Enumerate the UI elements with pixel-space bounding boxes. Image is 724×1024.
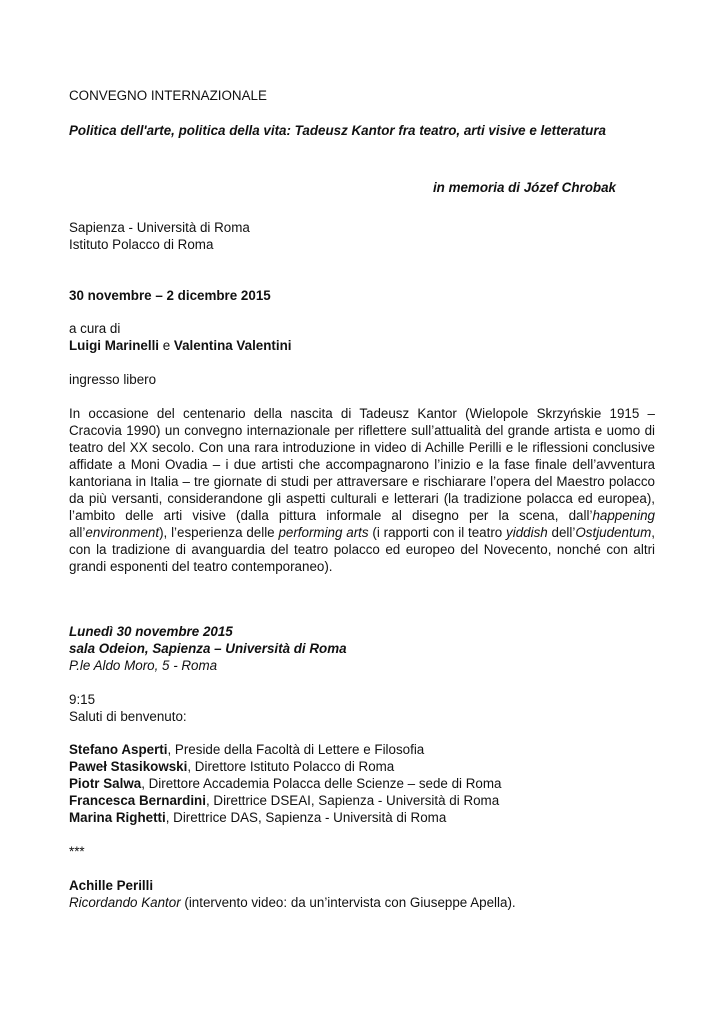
speaker-item xyxy=(69,741,655,758)
day1-address: P.le Aldo Moro, 5 - Roma xyxy=(69,658,218,673)
description-term: yiddish xyxy=(506,525,548,540)
conference-dates: 30 novembre – 2 dicembre 2015 xyxy=(69,288,271,303)
session1-title: Saluti di benvenuto: xyxy=(69,709,187,724)
speaker-item xyxy=(69,758,655,775)
speaker-name: Marina Righetti xyxy=(69,810,166,825)
talk1-note: (intervento video: da un’intervista con Giuseppe Apella). xyxy=(180,895,516,910)
speaker-role: , Direttrice DSEAI, Sapienza - Università di Roma xyxy=(205,793,500,808)
description-text: all’ xyxy=(69,525,86,540)
description-paragraph xyxy=(69,405,655,575)
dedication: in memoria di Józef Chrobak xyxy=(432,180,616,195)
description-term: performing arts xyxy=(278,525,369,540)
talk1-speaker: Achille Perilli xyxy=(69,878,154,893)
speaker-role: , Direttore Accademia Polacca delle Scienze – sede di Roma xyxy=(141,776,502,791)
speaker-role: , Direttrice DAS, Sapienza - Università di Roma xyxy=(165,810,447,825)
section-separator: *** xyxy=(69,844,85,859)
admission-note: ingresso libero xyxy=(69,372,157,387)
speaker-role: , Preside della Facoltà di Lettere e Filosofia xyxy=(167,742,425,757)
speaker-name: Paweł Stasikowski xyxy=(69,759,188,774)
description-text: (i rapporti con il teatro xyxy=(368,525,507,540)
speaker-role: , Direttore Istituto Polacco di Roma xyxy=(187,759,395,774)
description-term: environment xyxy=(85,525,160,540)
day1-date: Lunedì 30 novembre 2015 xyxy=(69,624,233,639)
talk1-details xyxy=(69,894,655,911)
curator-name: Valentina Valentini xyxy=(173,338,292,353)
speaker-name: Francesca Bernardini xyxy=(69,793,206,808)
speaker-name: Piotr Salwa xyxy=(69,776,142,791)
description-text: , con la tradizione di avanguardia del teatro polacco ed europeo del Novecento, nonché con altri grandi esponenti del teatro contemporaneo). xyxy=(69,525,656,574)
description-term: Ostjudentum xyxy=(575,525,652,540)
curators-intro: a cura di xyxy=(69,321,121,336)
speaker-item xyxy=(69,809,655,826)
talk1 xyxy=(69,877,655,911)
session1-time: 9:15 xyxy=(69,692,96,707)
conference-title: Politica dell'arte, politica della vita: Tadeusz Kantor fra teatro, arti visive e letteratura xyxy=(69,123,606,138)
description-text: dell’ xyxy=(547,525,576,540)
description-text: ), l’esperienza delle xyxy=(159,525,279,540)
talk1-title: Ricordando Kantor xyxy=(69,895,181,910)
speakers-list xyxy=(69,741,655,826)
conference-label: CONVEGNO INTERNAZIONALE xyxy=(69,88,267,103)
speaker-name: Stefano Asperti xyxy=(69,742,168,757)
description-term: happening xyxy=(592,508,655,523)
description-text: In occasione del centenario della nascita di Tadeusz Kantor (Wielopole Skrzyńskie 1915 – Cracovia 1990) un convegno internazionale per riflettere sull’attualità del grande artista e uomo di teatro del XX secolo. Con una rara introduzione in video di Achille Perilli e le riflessioni conclusive affidate a Moni Ovadia – i due artisti che accompagnarono l’inizio e la fase finale dell’avventura kantoriana in Italia – tre giornate di studi per attraversare e rischiarare l’opera del Maestro polacco da più versanti, considerandone gli aspetti culturali e letterari (la tradizione polacca ed europea), l’ambito delle arti visive (dalla pittura informale al disegno per la scena, dall’ xyxy=(69,406,655,523)
session1 xyxy=(69,691,655,725)
speaker-item xyxy=(69,792,655,809)
day1-header xyxy=(69,623,655,674)
curators-conjunction: e xyxy=(159,338,174,353)
curator-name: Luigi Marinelli xyxy=(69,338,160,353)
organizer-sapienza: Sapienza - Università di Roma xyxy=(69,220,250,235)
curators xyxy=(69,320,655,354)
speaker-item xyxy=(69,775,655,792)
day1-venue: sala Odeion, Sapienza – Università di Roma xyxy=(69,641,347,656)
organizer-istituto-polacco: Istituto Polacco di Roma xyxy=(69,237,214,252)
organizers xyxy=(69,219,655,253)
curators-names xyxy=(69,337,655,354)
